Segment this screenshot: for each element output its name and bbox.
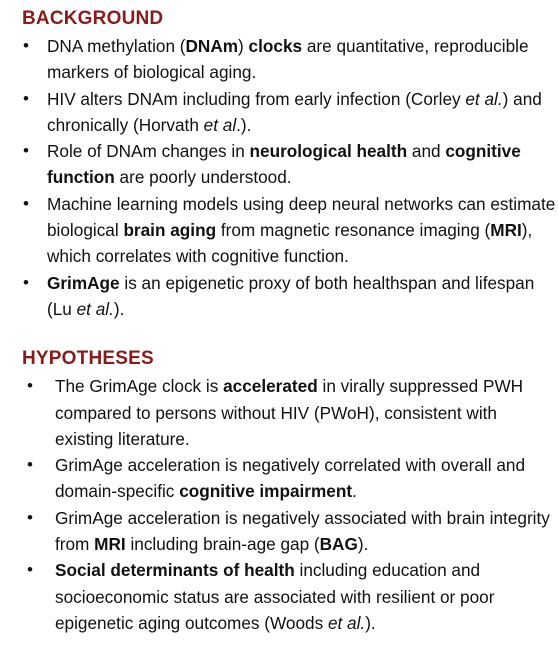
bold-text: clocks (248, 36, 303, 56)
hypotheses-heading: HYPOTHESES (22, 348, 154, 370)
background-item (22, 33, 558, 86)
item-text: ). (113, 298, 125, 319)
bold-text: brain aging (123, 220, 217, 241)
italic-text: et al (203, 114, 237, 135)
hypotheses-item (22, 373, 558, 452)
background-item (22, 86, 558, 139)
bold-text: GrimAge (47, 272, 120, 293)
item-text: including education and socioeconomic status are associated with resilient or poor epigenetic aging outcomes (Woods (55, 560, 495, 633)
bullet-icon: • (23, 193, 29, 213)
item-text: Machine learning models using deep neural networks can estimate biological (47, 193, 556, 241)
bold-text: cognitive impairment (179, 481, 353, 502)
item-text: .). (236, 114, 252, 135)
bold-text: BAG (319, 534, 358, 555)
item-text: ), which correlates with cognitive function. (47, 220, 533, 267)
bullet-icon: • (27, 376, 33, 396)
item-text: ). (357, 534, 369, 555)
bold-text: Social determinants of health (55, 560, 295, 581)
italic-text: et al. (76, 298, 114, 319)
hypotheses-list (22, 373, 558, 636)
bullet-icon: • (23, 141, 29, 161)
item-text: from magnetic resonance imaging ( (216, 220, 491, 241)
italic-text: et al. (327, 612, 366, 633)
item-text: Role of DNAm changes in (47, 141, 250, 162)
bold-text: DNAm (185, 36, 239, 56)
hypotheses-section (22, 348, 558, 636)
hypotheses-item (22, 557, 558, 636)
item-text: . (352, 481, 357, 502)
hypotheses-item (22, 505, 558, 558)
bold-text: MRI (490, 220, 522, 241)
item-text: is an epigenetic proxy of both healthspan and lifespan (Lu (47, 272, 535, 319)
background-list (22, 33, 558, 322)
bullet-icon: • (27, 560, 33, 580)
bullet-icon: • (23, 36, 29, 55)
item-text: are poorly understood. (114, 167, 292, 188)
item-text: and (407, 141, 446, 162)
background-heading: BACKGROUND (22, 8, 164, 29)
background-item (22, 191, 558, 270)
item-text: ) and chronically (Horvath (47, 88, 542, 135)
item-text: including brain-age gap ( (125, 534, 320, 555)
bold-text: neurological health (249, 141, 408, 162)
bullet-icon: • (23, 272, 29, 292)
bullet-icon: • (27, 507, 33, 527)
background-section (22, 8, 558, 322)
bullet-icon: • (27, 455, 33, 475)
background-item (22, 270, 558, 323)
hypotheses-item (22, 452, 558, 505)
item-text: in virally suppressed PWH compared to persons without HIV (PWoH), consistent with existing literature. (55, 376, 524, 449)
bold-text: accelerated (223, 376, 318, 397)
item-text: GrimAge acceleration is negatively associated with brain integrity from (55, 507, 550, 555)
bold-text: cognitive function (47, 141, 521, 188)
background-item (22, 138, 558, 191)
item-text: DNA methylation ( (47, 36, 186, 56)
item-text: The GrimAge clock is (55, 376, 224, 397)
italic-text: et al. (465, 88, 503, 109)
item-text: GrimAge acceleration is negatively correlated with overall and domain-specific (55, 455, 526, 502)
bold-text: MRI (94, 534, 126, 555)
bullet-icon: • (23, 88, 29, 108)
item-text: are quantitative, reproducible markers of biological aging. (47, 36, 529, 83)
item-text: HIV alters DNAm including from early infection (Corley (47, 88, 466, 109)
item-text: ) (238, 36, 249, 56)
item-text: ). (365, 612, 376, 633)
